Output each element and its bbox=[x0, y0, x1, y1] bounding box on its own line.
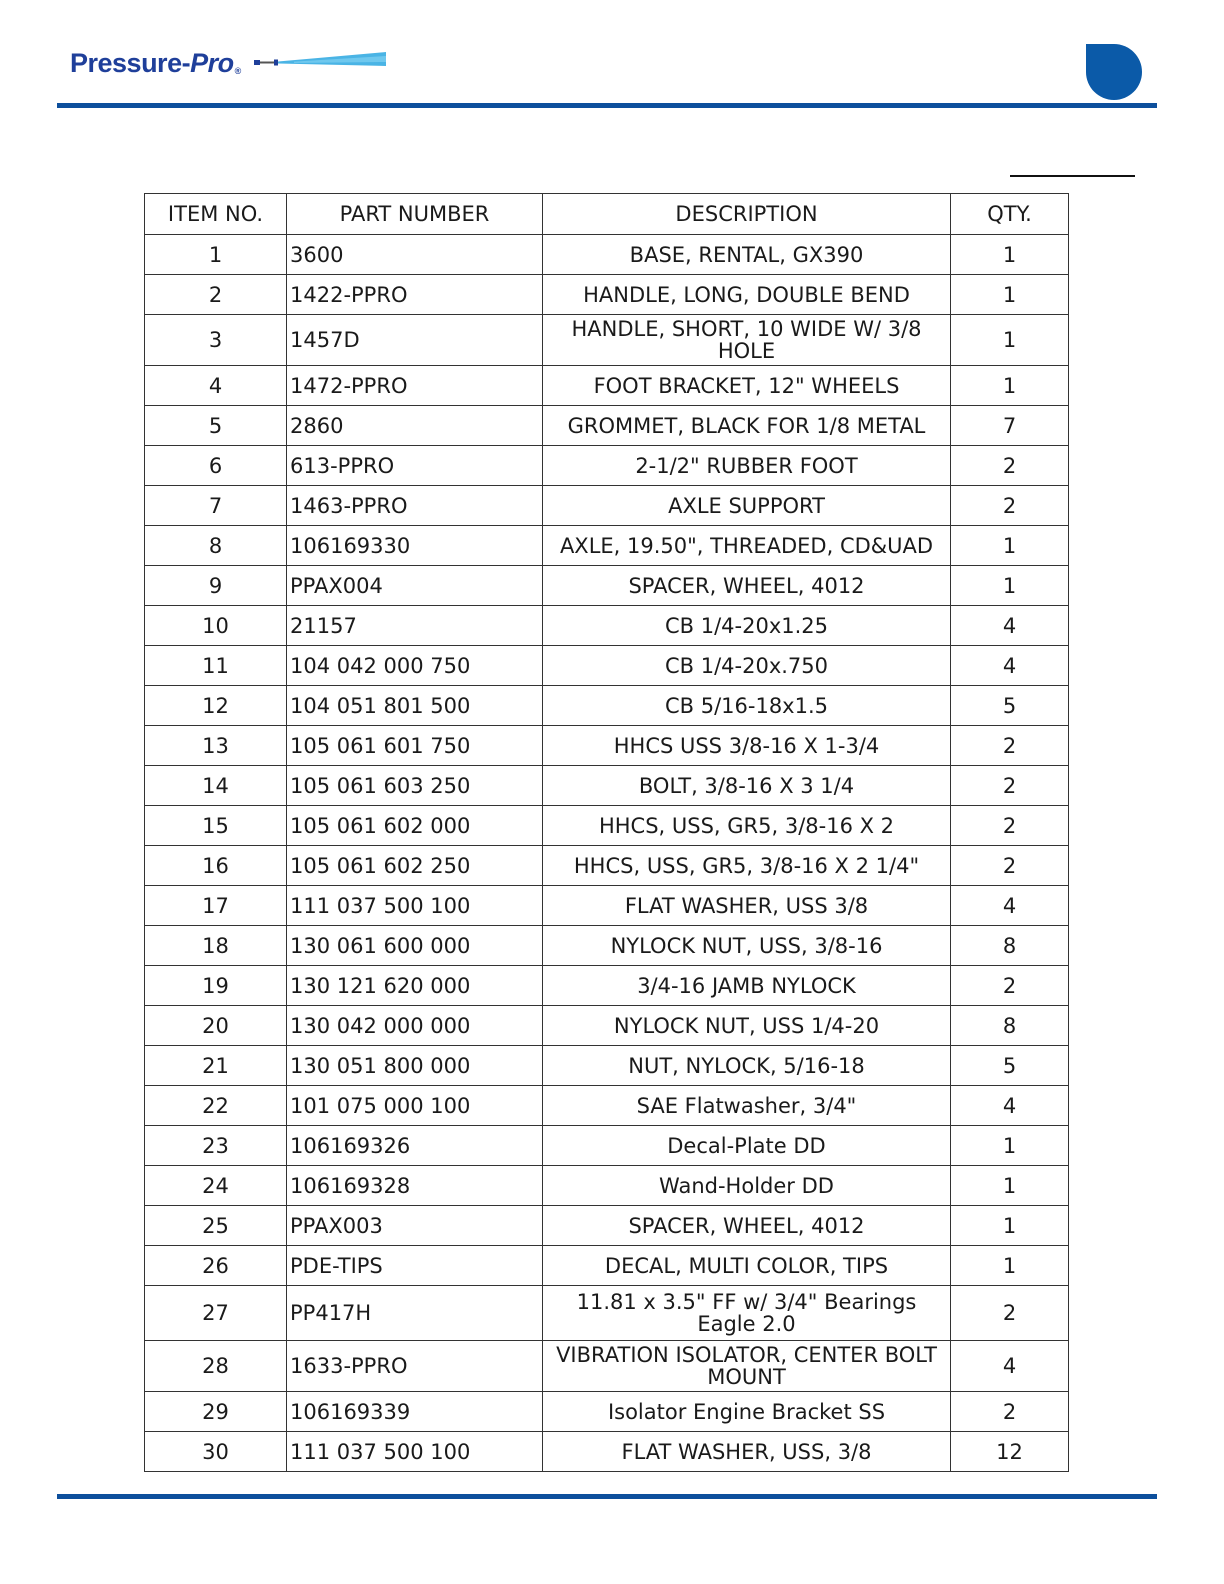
cell-description: DECAL, MULTI COLOR, TIPS bbox=[543, 1246, 951, 1286]
cell-item-no: 28 bbox=[145, 1341, 287, 1392]
header-rule bbox=[57, 103, 1157, 108]
cell-qty: 2 bbox=[951, 726, 1069, 766]
cell-description: HHCS, USS, GR5, 3/8-16 X 2 1/4" bbox=[543, 846, 951, 886]
cell-description: 2-1/2" RUBBER FOOT bbox=[543, 446, 951, 486]
cell-description: VIBRATION ISOLATOR, CENTER BOLT MOUNT bbox=[543, 1341, 951, 1392]
cell-part-number: 130 042 000 000 bbox=[287, 1006, 543, 1046]
parts-list-table bbox=[144, 193, 1069, 1472]
cell-description: NUT, NYLOCK, 5/16-18 bbox=[543, 1046, 951, 1086]
cell-qty: 7 bbox=[951, 406, 1069, 446]
cell-part-number: PDE-TIPS bbox=[287, 1246, 543, 1286]
cell-part-number: 106169339 bbox=[287, 1392, 543, 1432]
table-row bbox=[145, 1341, 1069, 1392]
cell-item-no: 15 bbox=[145, 806, 287, 846]
cell-qty: 4 bbox=[951, 1086, 1069, 1126]
cell-qty: 1 bbox=[951, 1166, 1069, 1206]
table-row bbox=[145, 686, 1069, 726]
cell-item-no: 26 bbox=[145, 1246, 287, 1286]
cell-part-number: 105 061 603 250 bbox=[287, 766, 543, 806]
cell-item-no: 1 bbox=[145, 235, 287, 275]
table-row bbox=[145, 646, 1069, 686]
footer-rule bbox=[57, 1494, 1157, 1499]
cell-description: HANDLE, LONG, DOUBLE BEND bbox=[543, 275, 951, 315]
cell-qty: 4 bbox=[951, 646, 1069, 686]
cell-item-no: 14 bbox=[145, 766, 287, 806]
cell-qty: 1 bbox=[951, 566, 1069, 606]
cell-description: Isolator Engine Bracket SS bbox=[543, 1392, 951, 1432]
cell-part-number: PPAX004 bbox=[287, 566, 543, 606]
cell-item-no: 2 bbox=[145, 275, 287, 315]
cell-item-no: 3 bbox=[145, 315, 287, 366]
table-row bbox=[145, 1432, 1069, 1472]
cell-item-no: 16 bbox=[145, 846, 287, 886]
table-row bbox=[145, 1126, 1069, 1166]
header-part-number: PART NUMBER bbox=[287, 194, 543, 235]
cell-part-number: 101 075 000 100 bbox=[287, 1086, 543, 1126]
spray-wand-icon bbox=[254, 52, 386, 74]
cell-description: NYLOCK NUT, USS 1/4-20 bbox=[543, 1006, 951, 1046]
table-row bbox=[145, 726, 1069, 766]
cell-qty: 1 bbox=[951, 235, 1069, 275]
cell-part-number: 1463-PPRO bbox=[287, 486, 543, 526]
cell-description: NYLOCK NUT, USS, 3/8-16 bbox=[543, 926, 951, 966]
brand-name-accent: Pro bbox=[190, 48, 234, 78]
cell-part-number: 613-PPRO bbox=[287, 446, 543, 486]
cell-part-number: 111 037 500 100 bbox=[287, 886, 543, 926]
cell-part-number: 1422-PPRO bbox=[287, 275, 543, 315]
header-item-no: ITEM NO. bbox=[145, 194, 287, 235]
cell-part-number: 1472-PPRO bbox=[287, 366, 543, 406]
cell-part-number: 21157 bbox=[287, 606, 543, 646]
table-row bbox=[145, 766, 1069, 806]
cell-part-number: 105 061 602 000 bbox=[287, 806, 543, 846]
title-underline bbox=[1010, 175, 1135, 177]
cell-qty: 2 bbox=[951, 966, 1069, 1006]
cell-item-no: 9 bbox=[145, 566, 287, 606]
cell-qty: 8 bbox=[951, 926, 1069, 966]
cell-qty: 1 bbox=[951, 275, 1069, 315]
cell-description: 3/4-16 JAMB NYLOCK bbox=[543, 966, 951, 1006]
cell-part-number: 106169328 bbox=[287, 1166, 543, 1206]
cell-item-no: 19 bbox=[145, 966, 287, 1006]
cell-item-no: 21 bbox=[145, 1046, 287, 1086]
cell-qty: 1 bbox=[951, 366, 1069, 406]
cell-part-number: 130 121 620 000 bbox=[287, 966, 543, 1006]
cell-item-no: 12 bbox=[145, 686, 287, 726]
cell-qty: 1 bbox=[951, 315, 1069, 366]
table-row bbox=[145, 1086, 1069, 1126]
cell-description: 11.81 x 3.5" FF w/ 3/4" Bearings Eagle 2.0 bbox=[543, 1286, 951, 1341]
cell-description: FLAT WASHER, USS, 3/8 bbox=[543, 1432, 951, 1472]
table-row bbox=[145, 406, 1069, 446]
table-body bbox=[145, 235, 1069, 1472]
table-row bbox=[145, 1166, 1069, 1206]
header-qty: QTY. bbox=[951, 194, 1069, 235]
cell-description: CB 5/16-18x1.5 bbox=[543, 686, 951, 726]
cell-item-no: 23 bbox=[145, 1126, 287, 1166]
cell-description: AXLE, 19.50", THREADED, CD&UAD bbox=[543, 526, 951, 566]
cell-description: HANDLE, SHORT, 10 WIDE W/ 3/8 HOLE bbox=[543, 315, 951, 366]
table-row bbox=[145, 926, 1069, 966]
cell-part-number: 106169330 bbox=[287, 526, 543, 566]
cell-qty: 1 bbox=[951, 1126, 1069, 1166]
cell-part-number: PP417H bbox=[287, 1286, 543, 1341]
corner-brand-mark bbox=[1086, 44, 1142, 100]
cell-part-number: 111 037 500 100 bbox=[287, 1432, 543, 1472]
cell-part-number: PPAX003 bbox=[287, 1206, 543, 1246]
table-row bbox=[145, 526, 1069, 566]
table-row bbox=[145, 1392, 1069, 1432]
cell-qty: 2 bbox=[951, 806, 1069, 846]
cell-item-no: 11 bbox=[145, 646, 287, 686]
cell-item-no: 13 bbox=[145, 726, 287, 766]
cell-part-number: 1457D bbox=[287, 315, 543, 366]
cell-description: BASE, RENTAL, GX390 bbox=[543, 235, 951, 275]
table-row bbox=[145, 606, 1069, 646]
cell-qty: 1 bbox=[951, 1246, 1069, 1286]
cell-qty: 1 bbox=[951, 1206, 1069, 1246]
table-row bbox=[145, 1006, 1069, 1046]
table-row bbox=[145, 566, 1069, 606]
cell-part-number: 130 061 600 000 bbox=[287, 926, 543, 966]
cell-description: GROMMET, BLACK FOR 1/8 METAL bbox=[543, 406, 951, 446]
cell-qty: 5 bbox=[951, 686, 1069, 726]
cell-item-no: 29 bbox=[145, 1392, 287, 1432]
cell-qty: 1 bbox=[951, 526, 1069, 566]
cell-item-no: 5 bbox=[145, 406, 287, 446]
cell-part-number: 1633-PPRO bbox=[287, 1341, 543, 1392]
cell-item-no: 20 bbox=[145, 1006, 287, 1046]
cell-qty: 5 bbox=[951, 1046, 1069, 1086]
cell-item-no: 7 bbox=[145, 486, 287, 526]
table-row bbox=[145, 275, 1069, 315]
cell-qty: 8 bbox=[951, 1006, 1069, 1046]
cell-item-no: 4 bbox=[145, 366, 287, 406]
cell-description: BOLT, 3/8-16 X 3 1/4 bbox=[543, 766, 951, 806]
table-row bbox=[145, 846, 1069, 886]
cell-item-no: 6 bbox=[145, 446, 287, 486]
table-row bbox=[145, 1046, 1069, 1086]
cell-qty: 2 bbox=[951, 846, 1069, 886]
cell-part-number: 104 051 801 500 bbox=[287, 686, 543, 726]
cell-item-no: 22 bbox=[145, 1086, 287, 1126]
cell-part-number: 105 061 602 250 bbox=[287, 846, 543, 886]
cell-item-no: 24 bbox=[145, 1166, 287, 1206]
cell-qty: 4 bbox=[951, 606, 1069, 646]
cell-description: CB 1/4-20x.750 bbox=[543, 646, 951, 686]
cell-description: SPACER, WHEEL, 4012 bbox=[543, 1206, 951, 1246]
cell-qty: 12 bbox=[951, 1432, 1069, 1472]
cell-qty: 2 bbox=[951, 766, 1069, 806]
table-header-row bbox=[145, 194, 1069, 235]
cell-part-number: 106169326 bbox=[287, 1126, 543, 1166]
cell-item-no: 8 bbox=[145, 526, 287, 566]
cell-description: FLAT WASHER, USS 3/8 bbox=[543, 886, 951, 926]
cell-item-no: 25 bbox=[145, 1206, 287, 1246]
cell-qty: 2 bbox=[951, 1392, 1069, 1432]
cell-description: CB 1/4-20x1.25 bbox=[543, 606, 951, 646]
table-row bbox=[145, 966, 1069, 1006]
cell-part-number: 105 061 601 750 bbox=[287, 726, 543, 766]
cell-description: HHCS, USS, GR5, 3/8-16 X 2 bbox=[543, 806, 951, 846]
cell-item-no: 30 bbox=[145, 1432, 287, 1472]
cell-description: SAE Flatwasher, 3/4" bbox=[543, 1086, 951, 1126]
table-row bbox=[145, 1246, 1069, 1286]
cell-description: Wand-Holder DD bbox=[543, 1166, 951, 1206]
table-row bbox=[145, 1286, 1069, 1341]
table-row bbox=[145, 366, 1069, 406]
cell-item-no: 27 bbox=[145, 1286, 287, 1341]
cell-description: AXLE SUPPORT bbox=[543, 486, 951, 526]
cell-item-no: 10 bbox=[145, 606, 287, 646]
cell-part-number: 130 051 800 000 bbox=[287, 1046, 543, 1086]
cell-qty: 2 bbox=[951, 486, 1069, 526]
table-row bbox=[145, 806, 1069, 846]
cell-part-number: 2860 bbox=[287, 406, 543, 446]
cell-description: HHCS USS 3/8-16 X 1-3/4 bbox=[543, 726, 951, 766]
table-row bbox=[145, 315, 1069, 366]
brand-wordmark bbox=[70, 48, 240, 79]
cell-description: Decal-Plate DD bbox=[543, 1126, 951, 1166]
cell-description: SPACER, WHEEL, 4012 bbox=[543, 566, 951, 606]
cell-qty: 2 bbox=[951, 1286, 1069, 1341]
brand-name-main: Pressure- bbox=[70, 48, 191, 78]
table-row bbox=[145, 446, 1069, 486]
cell-qty: 4 bbox=[951, 1341, 1069, 1392]
table-row bbox=[145, 886, 1069, 926]
table-row bbox=[145, 486, 1069, 526]
cell-part-number: 104 042 000 750 bbox=[287, 646, 543, 686]
cell-qty: 2 bbox=[951, 446, 1069, 486]
table-row bbox=[145, 1206, 1069, 1246]
cell-part-number: 3600 bbox=[287, 235, 543, 275]
header-description: DESCRIPTION bbox=[543, 194, 951, 235]
cell-item-no: 18 bbox=[145, 926, 287, 966]
table-row bbox=[145, 235, 1069, 275]
cell-description: FOOT BRACKET, 12" WHEELS bbox=[543, 366, 951, 406]
cell-qty: 4 bbox=[951, 886, 1069, 926]
registered-mark: ® bbox=[234, 66, 241, 76]
cell-item-no: 17 bbox=[145, 886, 287, 926]
